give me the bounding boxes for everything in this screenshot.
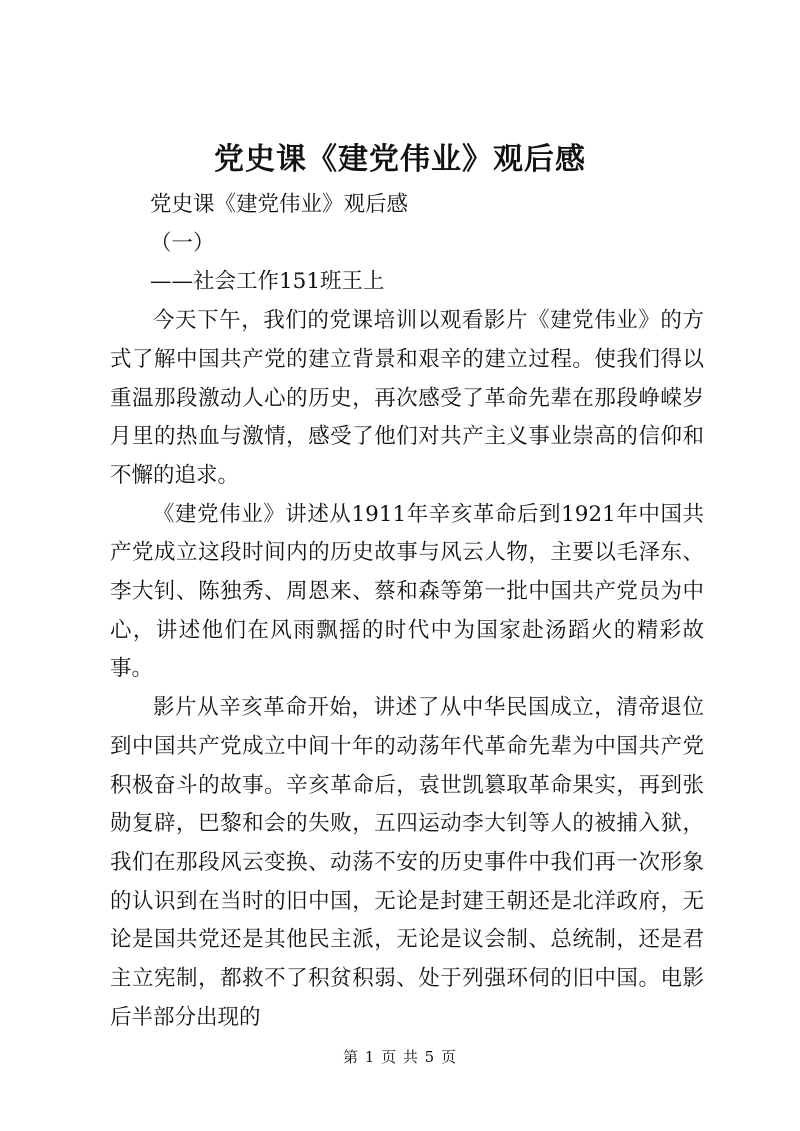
document-title: 党史课《建党伟业》观后感: [214, 142, 586, 177]
author-paragraph: ——社会工作151班王上: [150, 269, 385, 295]
document-body: [110, 186, 704, 1037]
section-number-paragraph: （一）: [150, 230, 215, 256]
body-paragraph: 《建党伟业》讲述从1911年辛亥革命后到1921年中国共产党成立这段时间内的历史故事与风云人物，主要以毛泽东、李大钊、陈独秀、周恩来、蔡和森等第一批中国共产党员为中心，讲述他们在风雨飘摇的时代中为国家赴汤蹈火的精彩故事。: [110, 501, 704, 682]
subtitle-paragraph: 党史课《建党伟业》观后感: [150, 192, 409, 217]
page-footer: 第 1 页 共 5 页: [343, 1048, 457, 1066]
body-paragraph: 今天下午，我们的党课培训以观看影片《建党伟业》的方式了解中国共产党的建立背景和艰辛的建立过程。使我们得以重温那段激动人心的历史，再次感受了革命先辈在那段峥嵘岁月里的热血与激情，感受了他们对共产主义事业崇高的信仰和不懈的追求。: [110, 308, 704, 488]
body-paragraph: 影片从辛亥革命开始，讲述了从中华民国成立，清帝退位到中国共产党成立中间十年的动荡年代革命先辈为中国共产党积极奋斗的故事。辛亥革命后，袁世凯篡取革命果实，再到张勋复辟，巴黎和会的失败，五四运动李大钊等人的被捕入狱，我们在那段风云变换、动荡不安的历史事件中我们再一次形象的认识到在当时的旧中国，无论是封建王朝还是北洋政府，无论是国共党还是其他民主派，无论是议会制、总统制，还是君主立宪制，都救不了积贫积弱、处于列强环伺的旧中国。电影后半部分出现的: [110, 695, 704, 1030]
